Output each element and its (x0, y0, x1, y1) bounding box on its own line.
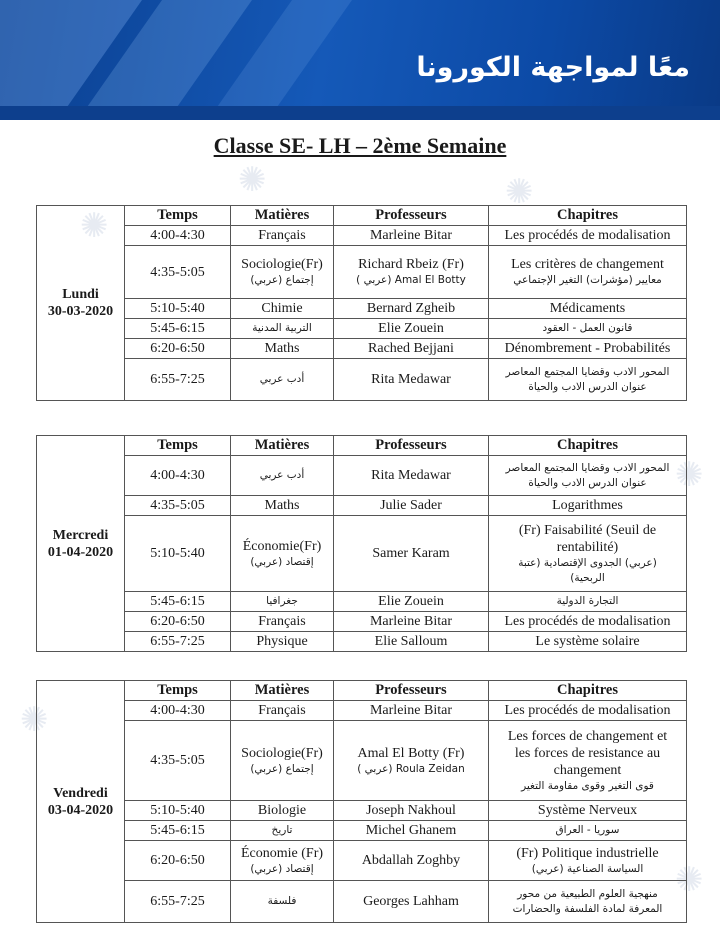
subject-cell (231, 456, 334, 496)
time-cell: 5:10-5:40 (125, 516, 231, 592)
table-row (37, 516, 687, 592)
day-cell (37, 206, 125, 401)
subject-cell-line: Français (258, 228, 306, 243)
time-cell: 4:35-5:05 (125, 721, 231, 801)
time-cell: 4:00-4:30 (125, 226, 231, 246)
teacher-cell (334, 881, 489, 923)
chapter-cell (489, 841, 687, 881)
table-row (37, 592, 687, 612)
subject-cell (231, 821, 334, 841)
time-cell: 5:45-6:15 (125, 821, 231, 841)
chapter-cell (489, 226, 687, 246)
subject-cell (231, 246, 334, 299)
virus-watermark-icon: ✺ (675, 455, 704, 495)
table-row (37, 612, 687, 632)
chapter-cell-line: rentabilité) (556, 539, 619, 555)
header-teacher: Professeurs (334, 436, 489, 456)
chapter-cell-line: عنوان الدرس الادب والحياة (528, 476, 647, 489)
subject-cell (231, 516, 334, 592)
page-title: Classe SE- LH – 2ème Semaine (213, 133, 507, 158)
schedule-block-friday (36, 680, 686, 923)
day-date: 30-03-2020 (47, 304, 114, 319)
chapter-cell (489, 246, 687, 299)
subject-cell-line: Physique (256, 634, 308, 649)
header-chapter: Chapitres (489, 436, 687, 456)
time-cell: 5:45-6:15 (125, 319, 231, 339)
teacher-cell-line: Elie Zouein (378, 594, 444, 609)
teacher-cell-line: Samer Karam (372, 546, 450, 561)
header-chapter: Chapitres (489, 681, 687, 701)
chapter-cell-line: عنوان الدرس الادب والحياة (528, 380, 647, 393)
chapter-cell (489, 319, 687, 339)
time-cell: 4:00-4:30 (125, 701, 231, 721)
schedule-block-monday (36, 205, 686, 401)
header-time: Temps (125, 206, 231, 226)
schedule-block-wednesday (36, 435, 686, 652)
table-row (37, 246, 687, 299)
chapter-cell-line: (عربي) الجدوى الإقتصادية (عتبة (518, 556, 657, 569)
time-cell: 6:20-6:50 (125, 339, 231, 359)
day-name: Mercredi (52, 527, 109, 543)
chapter-cell (489, 516, 687, 592)
header-subject: Matières (231, 681, 334, 701)
table-row (37, 226, 687, 246)
teacher-cell-line: Rita Medawar (371, 372, 451, 387)
chapter-cell (489, 456, 687, 496)
chapter-cell-line: (Fr) Faisabilité (Seuil de (518, 522, 657, 538)
table-row (37, 496, 687, 516)
subject-cell (231, 339, 334, 359)
header-chapter: Chapitres (489, 206, 687, 226)
teacher-cell (334, 456, 489, 496)
subject-cell-line: Maths (264, 498, 300, 513)
header-banner (0, 0, 720, 120)
teacher-cell-line: Rached Bejjani (368, 341, 454, 356)
subject-cell (231, 359, 334, 401)
teacher-cell (334, 319, 489, 339)
schedule-table (36, 205, 687, 401)
table-row (37, 359, 687, 401)
teacher-cell-line: Elie Salloum (374, 634, 448, 649)
subject-cell-line: أدب عربي (259, 469, 305, 481)
chapter-cell (489, 496, 687, 516)
subject-cell (231, 721, 334, 801)
chapter-cell-line: (Fr) Politique industrielle (516, 845, 659, 861)
subject-cell (231, 226, 334, 246)
chapter-cell-line: سوريا - العراق (555, 824, 620, 836)
chapter-cell-line: المعرفة لمادة الفلسفة والحضارات (512, 902, 663, 915)
teacher-cell (334, 721, 489, 801)
subject-cell (231, 801, 334, 821)
header-subject: Matières (231, 436, 334, 456)
teacher-cell (334, 841, 489, 881)
teacher-cell-line: Julie Sader (380, 498, 442, 513)
teacher-cell-line: Richard Rbeiz (Fr) (358, 257, 464, 272)
banner-band (0, 106, 720, 120)
teacher-cell-line: Elie Zouein (378, 321, 444, 336)
teacher-cell-line: Bernard Zgheib (366, 301, 456, 316)
subject-cell-line: أدب عربي (259, 373, 305, 385)
time-cell: 4:35-5:05 (125, 496, 231, 516)
chapter-cell-line: المحور الادب وقضايا المجتمع المعاصر (505, 461, 670, 474)
teacher-cell (334, 821, 489, 841)
chapter-cell-line: Logarithmes (552, 498, 623, 513)
chapter-cell (489, 339, 687, 359)
table-header-row (37, 681, 687, 701)
teacher-cell-line: Abdallah Zoghby (361, 853, 461, 868)
header-subject: Matières (231, 206, 334, 226)
subject-cell (231, 496, 334, 516)
schedule-table (36, 680, 687, 923)
table-row (37, 456, 687, 496)
chapter-cell-line: السياسة الصناعية (عربي) (531, 862, 644, 875)
subject-cell-line: جغرافيا (266, 595, 298, 607)
subject-cell-line: فلسفة (267, 895, 297, 907)
teacher-cell-line: Joseph Nakhoul (366, 803, 456, 818)
chapter-cell-line: Médicaments (549, 301, 626, 316)
subject-cell-line: Biologie (257, 803, 307, 818)
time-cell: 4:35-5:05 (125, 246, 231, 299)
chapter-cell (489, 592, 687, 612)
time-cell: 6:55-7:25 (125, 632, 231, 652)
teacher-cell (334, 496, 489, 516)
chapter-cell-line: les forces de resistance au (514, 745, 661, 761)
chapter-cell-line: changement (553, 762, 622, 778)
virus-watermark-icon: ✺ (238, 160, 267, 200)
banner-title: معًا لمواجهة الكورونا (416, 52, 690, 83)
header-time: Temps (125, 436, 231, 456)
time-cell: 6:20-6:50 (125, 841, 231, 881)
teacher-cell-line: Marleine Bitar (369, 228, 453, 243)
subject-cell (231, 881, 334, 923)
day-name: Vendredi (53, 785, 108, 801)
table-row (37, 339, 687, 359)
subject-cell (231, 701, 334, 721)
chapter-cell-line: Le système solaire (535, 634, 640, 649)
chapter-cell (489, 359, 687, 401)
chapter-cell-line: Les critères de changement (511, 257, 664, 272)
chapter-cell (489, 299, 687, 319)
chapter-cell (489, 721, 687, 801)
chapter-cell-line: Les procédés de modalisation (504, 228, 671, 243)
virus-watermark-icon: ✺ (20, 700, 49, 740)
table-row (37, 701, 687, 721)
chapter-cell-line: المحور الادب وقضايا المجتمع المعاصر (505, 365, 670, 378)
table-row (37, 319, 687, 339)
subject-cell-line: Sociologie(Fr) (241, 745, 323, 761)
teacher-cell (334, 359, 489, 401)
teacher-cell (334, 246, 489, 299)
teacher-cell (334, 801, 489, 821)
virus-watermark-icon: ✺ (675, 860, 704, 900)
teacher-cell (334, 226, 489, 246)
subject-cell (231, 632, 334, 652)
time-cell: 6:55-7:25 (125, 881, 231, 923)
teacher-cell-line: Roula Zeidan (عربي ) (357, 762, 465, 775)
subject-cell-line: إجتماع (عربي) (250, 274, 314, 286)
day-date: 01-04-2020 (47, 544, 114, 560)
table-row (37, 881, 687, 923)
subject-cell-line: Sociologie(Fr) (241, 257, 323, 272)
subject-cell (231, 841, 334, 881)
teacher-cell-line: Amal El Botty (عربي ) (356, 274, 466, 286)
teacher-cell (334, 612, 489, 632)
table-row (37, 632, 687, 652)
subject-cell-line: Français (258, 614, 306, 629)
header-teacher: Professeurs (334, 206, 489, 226)
time-cell: 6:55-7:25 (125, 359, 231, 401)
chapter-cell (489, 632, 687, 652)
teacher-cell-line: Rita Medawar (371, 468, 451, 483)
chapter-cell-line: Les procédés de modalisation (504, 614, 671, 629)
teacher-cell (334, 632, 489, 652)
chapter-cell-line: Les procédés de modalisation (504, 703, 671, 718)
subject-cell-line: إقتصاد (عربي) (250, 555, 314, 568)
table-row (37, 721, 687, 801)
chapter-cell (489, 881, 687, 923)
virus-watermark-icon: ✺ (80, 206, 109, 246)
subject-cell-line: Chimie (261, 301, 303, 316)
subject-cell (231, 299, 334, 319)
chapter-cell-line: Système Nerveux (537, 803, 638, 818)
chapter-cell (489, 701, 687, 721)
table-row (37, 299, 687, 319)
teacher-cell (334, 701, 489, 721)
teacher-cell (334, 339, 489, 359)
time-cell: 5:45-6:15 (125, 592, 231, 612)
day-cell (37, 681, 125, 923)
teacher-cell-line: Amal El Botty (Fr) (357, 745, 465, 761)
time-cell: 4:00-4:30 (125, 456, 231, 496)
teacher-cell (334, 299, 489, 319)
chapter-cell-line: معايير (مؤشرات) التغير الإجتماعي (513, 274, 662, 286)
teacher-cell (334, 516, 489, 592)
subject-cell-line: Économie (Fr) (240, 845, 324, 861)
table-row (37, 801, 687, 821)
chapter-cell-line: التجارة الدولية (556, 595, 619, 607)
chapter-cell-line: Dénombrement - Probabilités (504, 341, 671, 356)
chapter-cell-line: قانون العمل - العقود (542, 322, 633, 334)
teacher-cell-line: Marleine Bitar (369, 703, 453, 718)
teacher-cell-line: Marleine Bitar (369, 614, 453, 629)
header-teacher: Professeurs (334, 681, 489, 701)
time-cell: 5:10-5:40 (125, 299, 231, 319)
time-cell: 5:10-5:40 (125, 801, 231, 821)
chapter-cell-line: منهجية العلوم الطبيعية من محور (517, 887, 658, 900)
schedule-table (36, 435, 687, 652)
subject-cell-line: التربية المدنية (252, 322, 312, 334)
chapter-cell-line: قوى التغير وقوى مقاومة التغير (521, 779, 654, 792)
teacher-cell (334, 592, 489, 612)
chapter-cell (489, 612, 687, 632)
table-row (37, 841, 687, 881)
day-name: Lundi (62, 287, 99, 302)
subject-cell-line: Maths (264, 341, 300, 356)
subject-cell-line: إقتصاد (عربي) (250, 862, 314, 875)
chapter-cell-line: Les forces de changement et (507, 728, 668, 744)
table-header-row (37, 206, 687, 226)
header-time: Temps (125, 681, 231, 701)
table-row (37, 821, 687, 841)
chapter-cell (489, 801, 687, 821)
subject-cell-line: Français (258, 703, 306, 718)
subject-cell (231, 612, 334, 632)
teacher-cell-line: Georges Lahham (363, 894, 459, 909)
table-header-row (37, 436, 687, 456)
teacher-cell-line: Michel Ghanem (365, 823, 457, 838)
subject-cell-line: إجتماع (عربي) (250, 762, 314, 775)
time-cell: 6:20-6:50 (125, 612, 231, 632)
chapter-cell-line: الربحية) (570, 571, 605, 584)
subject-cell (231, 592, 334, 612)
chapter-cell (489, 821, 687, 841)
day-date: 03-04-2020 (47, 802, 114, 818)
subject-cell-line: Économie(Fr) (242, 538, 322, 554)
subject-cell (231, 319, 334, 339)
virus-watermark-icon: ✺ (505, 172, 534, 212)
day-cell (37, 436, 125, 652)
subject-cell-line: تاريخ (271, 824, 293, 836)
